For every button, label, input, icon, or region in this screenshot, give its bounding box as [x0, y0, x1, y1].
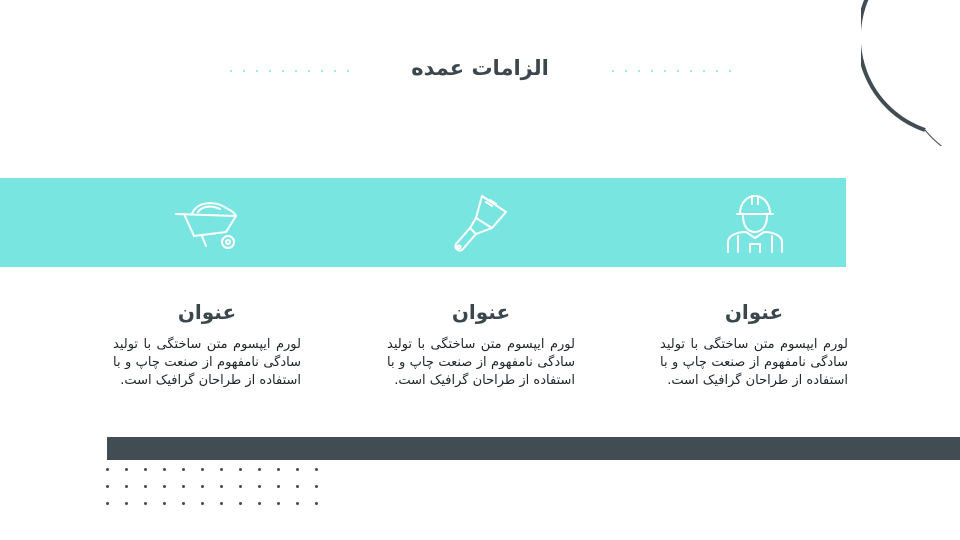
decorative-dot — [163, 468, 166, 471]
decorative-dot — [277, 485, 280, 488]
paintbrush-icon — [448, 192, 514, 254]
decorative-dot — [230, 70, 232, 72]
decorative-dot — [703, 70, 705, 72]
decorative-dot — [125, 502, 128, 505]
decorative-dot — [125, 468, 128, 471]
decorative-dot — [729, 70, 731, 72]
decorative-dot — [220, 468, 223, 471]
decorative-dot — [144, 485, 147, 488]
slide-title: الزامات عمده — [411, 56, 549, 80]
decorative-dot — [144, 502, 147, 505]
decorative-dot — [258, 468, 261, 471]
decorative-dot — [321, 70, 323, 72]
card-text: لورم ایپسوم متن ساختگی با تولید سادگی نامفهوم از صنعت چاپ و با استفاده از طراحان گرافیک است. — [660, 337, 848, 388]
decorative-dot — [125, 485, 128, 488]
decorative-dot — [612, 70, 614, 72]
decorative-dot — [277, 468, 280, 471]
card-title: عنوان — [724, 300, 784, 324]
decorative-dot — [239, 468, 242, 471]
decorative-dot — [239, 485, 242, 488]
card-title: عنوان — [451, 300, 511, 324]
decorative-dot — [258, 485, 261, 488]
decorative-dot — [182, 502, 185, 505]
decorative-dot — [277, 502, 280, 505]
card-title: عنوان — [177, 300, 237, 324]
decorative-dot — [258, 502, 261, 505]
decorative-dot — [716, 70, 718, 72]
decorative-circle-arc — [861, 0, 960, 146]
decorative-dot — [296, 468, 299, 471]
decorative-dot — [690, 70, 692, 72]
title-dots-right — [612, 70, 732, 74]
decorative-dot — [296, 485, 299, 488]
decorative-dot — [144, 468, 147, 471]
decorative-dot-grid — [106, 468, 326, 508]
wheelbarrow-icon — [174, 192, 240, 254]
decorative-dot — [256, 70, 258, 72]
icon-band — [0, 178, 846, 267]
decorative-dot — [625, 70, 627, 72]
decorative-dot — [239, 502, 242, 505]
bottom-accent-bar — [107, 437, 960, 460]
decorative-dot — [664, 70, 666, 72]
decorative-dot — [220, 485, 223, 488]
decorative-dot — [282, 70, 284, 72]
decorative-dot — [638, 70, 640, 72]
decorative-dot — [106, 502, 109, 505]
decorative-dot — [201, 502, 204, 505]
decorative-dot — [182, 485, 185, 488]
decorative-dot — [308, 70, 310, 72]
decorative-dot — [163, 502, 166, 505]
decorative-dot — [269, 70, 271, 72]
decorative-dot — [106, 485, 109, 488]
decorative-dot — [201, 485, 204, 488]
decorative-dot — [163, 485, 166, 488]
decorative-dot — [106, 468, 109, 471]
card-text: لورم ایپسوم متن ساختگی با تولید سادگی نامفهوم از صنعت چاپ و با استفاده از طراحان گرافیک است. — [387, 337, 575, 388]
decorative-dot — [243, 70, 245, 72]
construction-worker-icon — [722, 192, 788, 254]
decorative-dot — [295, 70, 297, 72]
decorative-dot — [315, 502, 318, 505]
decorative-dot — [296, 502, 299, 505]
decorative-dot — [315, 485, 318, 488]
card-text: لورم ایپسوم متن ساختگی با تولید سادگی نامفهوم از صنعت چاپ و با استفاده از طراحان گرافیک است. — [113, 337, 301, 388]
decorative-dot — [315, 468, 318, 471]
decorative-dot — [201, 468, 204, 471]
decorative-dot — [220, 502, 223, 505]
decorative-dot — [651, 70, 653, 72]
decorative-dot — [677, 70, 679, 72]
decorative-dot — [182, 468, 185, 471]
